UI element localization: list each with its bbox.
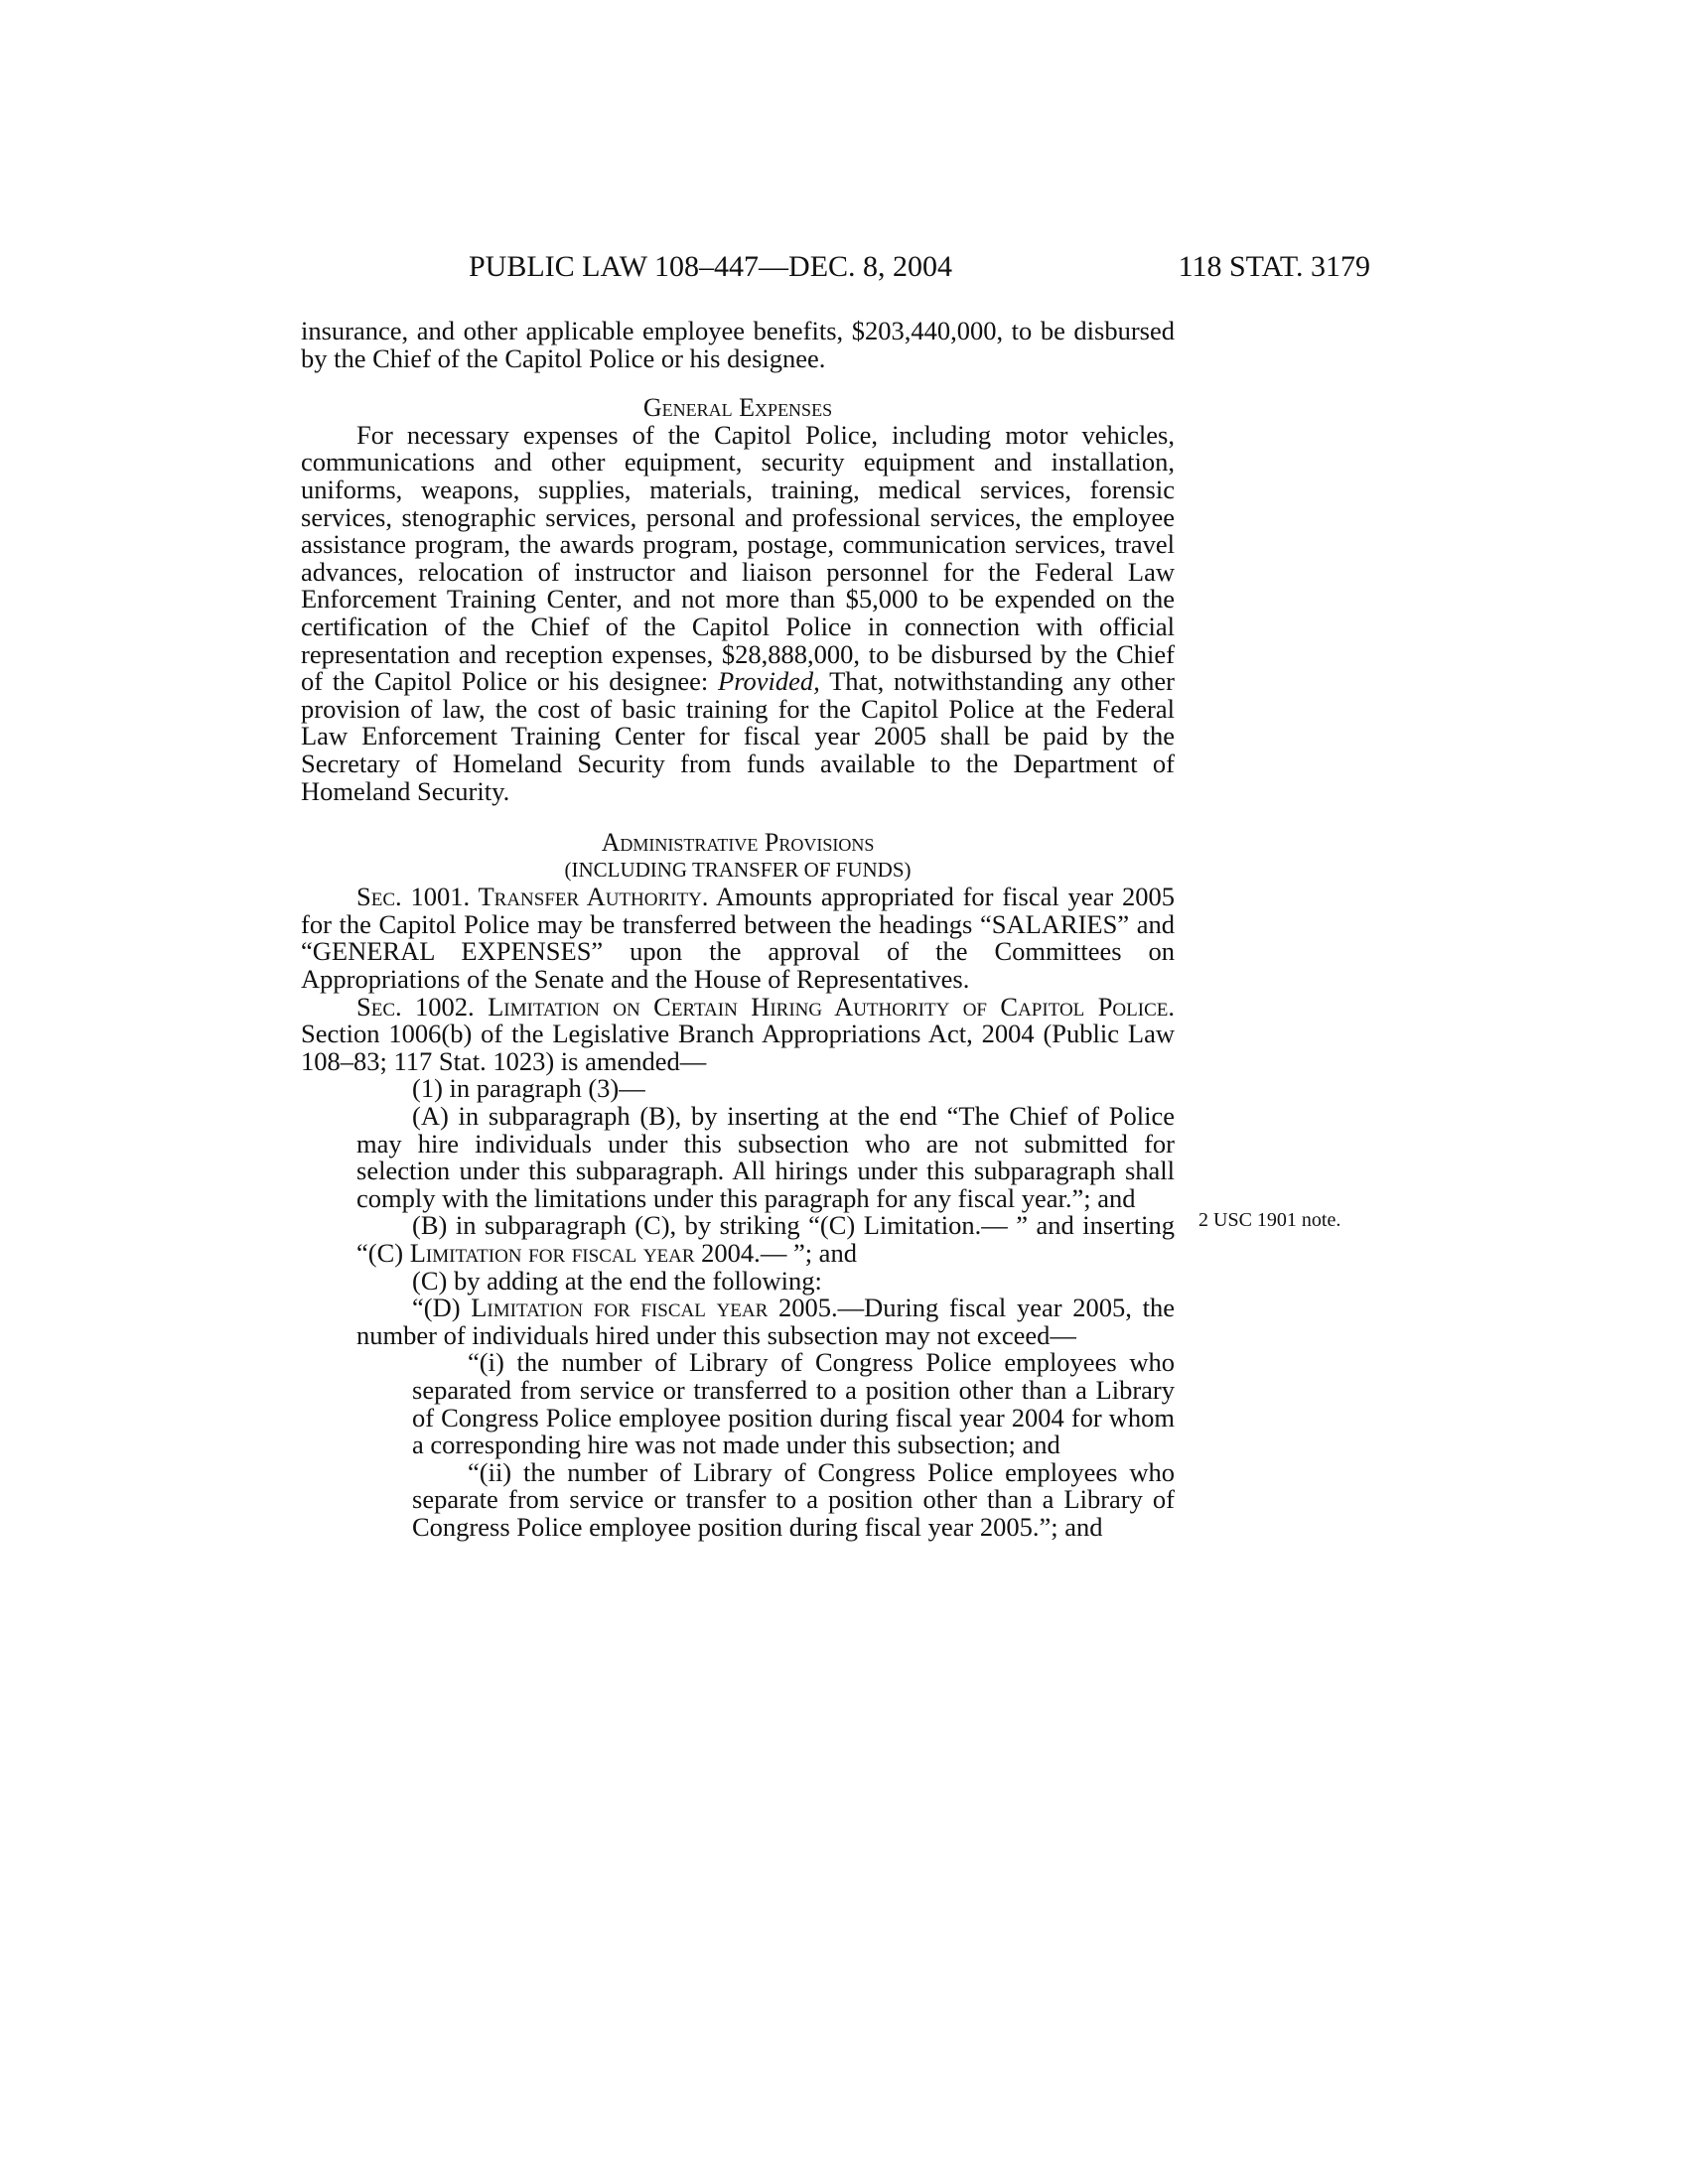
general-expenses-text-b: That, notwithstanding any other provision of law, the cost of basic training for the Capitol Police at the Federal Law Enforcement Training Center for fiscal year 2005 shall be paid by the Secretary of Homeland Security from funds available to the Department of Homeland Security. xyxy=(301,666,1175,806)
item-ii: “(ii) the number of Library of Congress Police employees who separate from service or transfer to a position other than a Library of Congress Police employee position during fiscal year 2005.”; and xyxy=(412,1456,1175,1542)
item-D-text-b: —During fiscal year 2005, the number of individuals hired under this subsection may not exceed— xyxy=(356,1293,1175,1350)
item-1: (1) in paragraph (3)— xyxy=(412,1073,645,1104)
sec-1001-text: Amounts appropriated for fiscal year 2005 for the Capitol Police may be transferred between the headings “SALARIES” and “GENERAL EXPENSES” upon the approval of the Committees on Appropriations of the Senate and the House of Representatives. xyxy=(301,882,1175,995)
document-body xyxy=(301,318,1175,1542)
subheading-transfer-of-funds: (INCLUDING TRANSFER OF FUNDS) xyxy=(564,857,912,882)
running-head: PUBLIC LAW 108–447—DEC. 8, 2004 xyxy=(469,250,953,283)
sec-1001-paragraph xyxy=(301,884,1175,993)
item-C: (C) by adding at the end the following: xyxy=(412,1265,822,1296)
item-i: “(i) the number of Library of Congress Police employees who separated from service or transferred to a position other than a Library of Congress Police employee position during fiscal year 2004 for whom a corresponding hire was not made under this subsection; and xyxy=(412,1347,1175,1460)
item-D-smallcaps: Limitation for fiscal year 2005. xyxy=(471,1293,838,1323)
sec-1002-label: Sec. 1002. Limitation on Certain Hiring Authority of Capitol Police. xyxy=(356,991,1175,1022)
continued-paragraph: insurance, and other applicable employee benefits, $203,440,000, to be disbursed by the Chief of the Capitol Police or his designee. xyxy=(301,316,1175,373)
general-expenses-paragraph xyxy=(301,419,1175,806)
page-header xyxy=(298,250,1370,290)
item-B-text-a: (B) in subparagraph (C), by striking “(C) Limitation.— ” and inserting “(C) xyxy=(356,1210,1175,1268)
provided-italic: Provided, xyxy=(718,666,820,697)
section-heading-administrative-provisions: Administrative Provisions xyxy=(601,828,875,858)
item-D-text-a: “(D) xyxy=(412,1293,472,1323)
sec-1002-text: Section 1006(b) of the Legislative Branch Appropriations Act, 2004 (Public Law 108–83; 117 Stat. 1023) is amended— xyxy=(301,1019,1175,1076)
general-expenses-text-a: For necessary expenses of the Capitol Police, including motor vehicles, communications and other equipment, security equipment and installation, uniforms, weapons, supplies, materials, training, medical services, forensic services, stenographic services, personal and professional services, the employee assistance program, the awards program, postage, communication services, travel advances, relocation of instructor and liaison personnel for the Federal Law Enforcement Training Center, and not more than $5,000 to be expended on the certification of the Chief of the Capitol Police in connection with official representation and reception expenses, $28,888,000, to be disbursed by the Chief of the Capitol Police or his designee: xyxy=(301,419,1175,697)
item-B-text-b: — ”; and xyxy=(760,1238,857,1268)
item-D xyxy=(301,1295,1175,1349)
sec-1001-label: Sec. 1001. Transfer Authority. xyxy=(356,882,709,912)
item-A: (A) in subparagraph (B), by inserting at the end “The Chief of Police may hire individuals under this subsection who are not submitted for selection under this subparagraph. All hirings under this subparagraph shall comply with the limitations under this paragraph for any fiscal year.”; and xyxy=(356,1101,1175,1213)
sec-1002-paragraph xyxy=(301,991,1175,1076)
item-B xyxy=(301,1212,1175,1267)
margin-note-usc: 2 USC 1901 note. xyxy=(1198,1209,1341,1231)
item-B-smallcaps: Limitation for fiscal year 2004. xyxy=(409,1238,761,1268)
statute-page-number: 118 STAT. 3179 xyxy=(1178,250,1370,283)
section-heading-general-expenses: General Expenses xyxy=(642,393,833,423)
